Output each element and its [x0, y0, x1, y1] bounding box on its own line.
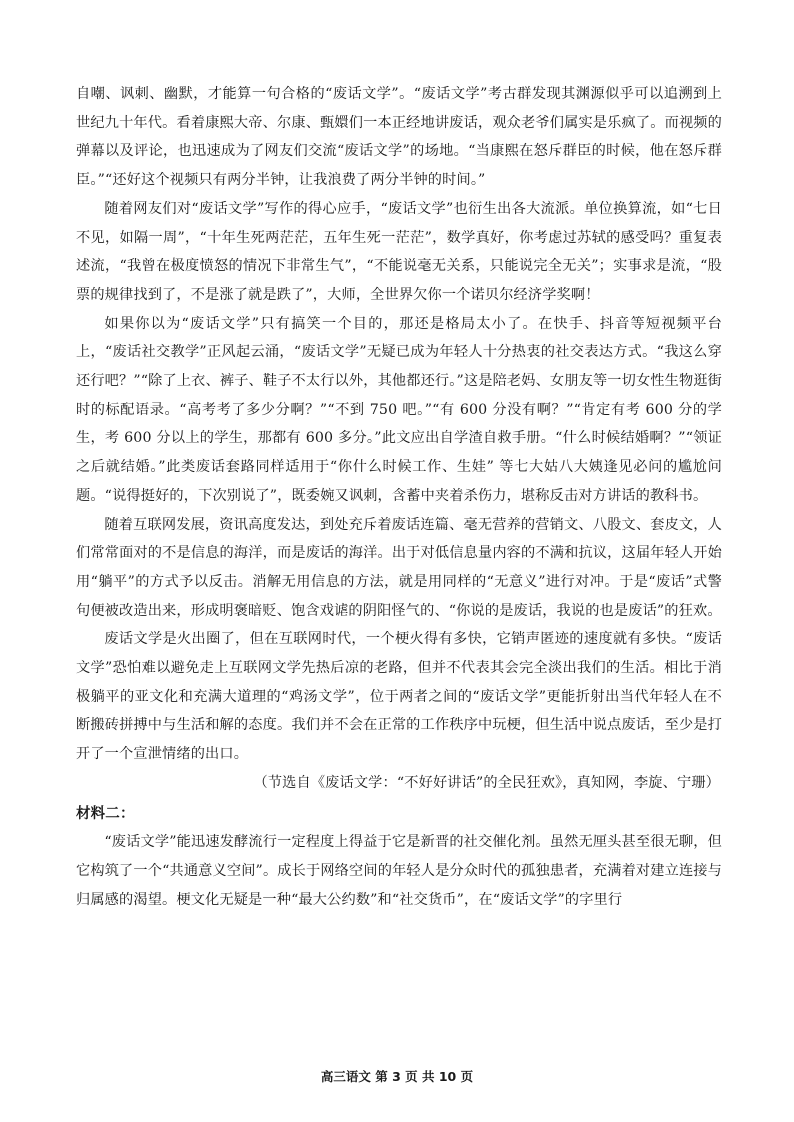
paragraph-3: 如果你以为“废话文学”只有搞笑一个目的，那还是格局太小了。在快手、抖音等短视频平台上，“废话社交教学”正风起云涌，“废话文学”无疑已成为年轻人十分热衷的社交表达方式。“我这么穿还行吧？”“除了上衣、裤子、鞋子不太行以外，其他都还行。”这是陪老妈、女朋友等一切女性生物逛街时的标配语录。“高考考了多少分啊？”“不到 750 吧。”“有 600 分没有啊？”“肯定有考 600 分的学生，考 600 分以上的学生，那都有 600 多分。”此文应出自学渣自救手册。“什么时候结婚啊？”“领证之后就结婚。”此类废话套路同样适用于“你什么时候工作、生娃” 等七大姑八大姨逢见必问的尴尬问题。“说得挺好的，下次别说了”，既委婉又讽刺，含蓄中夹着杀伤力，堪称反击对方讲话的教科书。 [76, 315, 722, 504]
page-footer: 高三语文 第 3 页 共 10 页 [320, 1069, 474, 1084]
paragraph-1: 自嘲、讽刺、幽默，才能算一句合格的“废话文学”。“废话文学”考古群发现其渊源似乎可以追溯到上世纪九十年代。看着康熙大帝、尔康、甄嬛们一本正经地讲废话，观众老爷们属实是乐疯了。而视频的弹幕以及评论，也迅速成为了网友们交流“废话文学”的场地。“当康熙在怒斥群臣的时候，他在怒斥群臣。”“还好这个视频只有两分半钟，让我浪费了两分半钟的时间。” [76, 86, 722, 189]
section-heading-material-2: 材料二： [76, 805, 135, 822]
document-body [76, 80, 722, 914]
paragraph-5: 废话文学是火出圈了，但在互联网时代，一个梗火得有多快，它销声匿迹的速度就有多快。“废话文学”恐怕难以避免走上互联网文学先热后凉的老路，但并不代表其会完全淡出我们的生活。相比于消极躺平的亚文化和充满大道理的“鸡汤文学”，位于两者之间的“废话文学”更能折射出当代年轻人在不断搬砖拼搏中与生活和解的态度。我们并不会在正常的工作秩序中玩梗，但生活中说点废话，至少是打开了一个宣泄情绪的出口。 [76, 631, 722, 763]
paragraph-2: 随着网友们对“废话文学”写作的得心应手，“废话文学”也衍生出各大流派。单位换算流，如“七日不见，如隔一周”，“十年生死两茫茫，五年生死一茫茫”，数学真好，你考虑过苏轼的感受吗？重复表述流，“我曾在极度愤怒的情况下非常生气”，“不能说毫无关系，只能说完全无关”；实事求是流，“股票的规律找到了，不是涨了就是跌了”，大师，全世界欠你一个诺贝尔经济学奖啊！ [76, 200, 722, 303]
paragraph-4: 随着互联网发展，资讯高度发达，到处充斥着废话连篇、毫无营养的营销文、八股文、套皮文，人们常常面对的不是信息的海洋，而是废话的海洋。出于对低信息量内容的不满和抗议，这届年轻人开始用“躺平”的方式予以反击。消解无用信息的方法，就是用同样的“无意义”进行对冲。于是“废话”式警句便被改造出来，形成明褒暗贬、饱含戏谑的阴阳怪气的、“你说的是废话，我说的也是废话”的狂欢。 [76, 516, 722, 619]
paragraph-material-2: “废话文学”能迅速发酵流行一定程度上得益于它是新晋的社交催化剂。虽然无厘头甚至很无聊，但它构筑了一个“共通意义空间”。成长于网络空间的年轻人是分众时代的孤独患者，充满着对建立连接与归属感的渴望。梗文化无疑是一种“最大公约数”和“社交货币”，在“废话文学”的字里行 [76, 834, 722, 908]
source-citation: （节选自《废话文学：“不好好讲话”的全民狂欢》，真知网，李旋、宁珊） [253, 774, 720, 791]
